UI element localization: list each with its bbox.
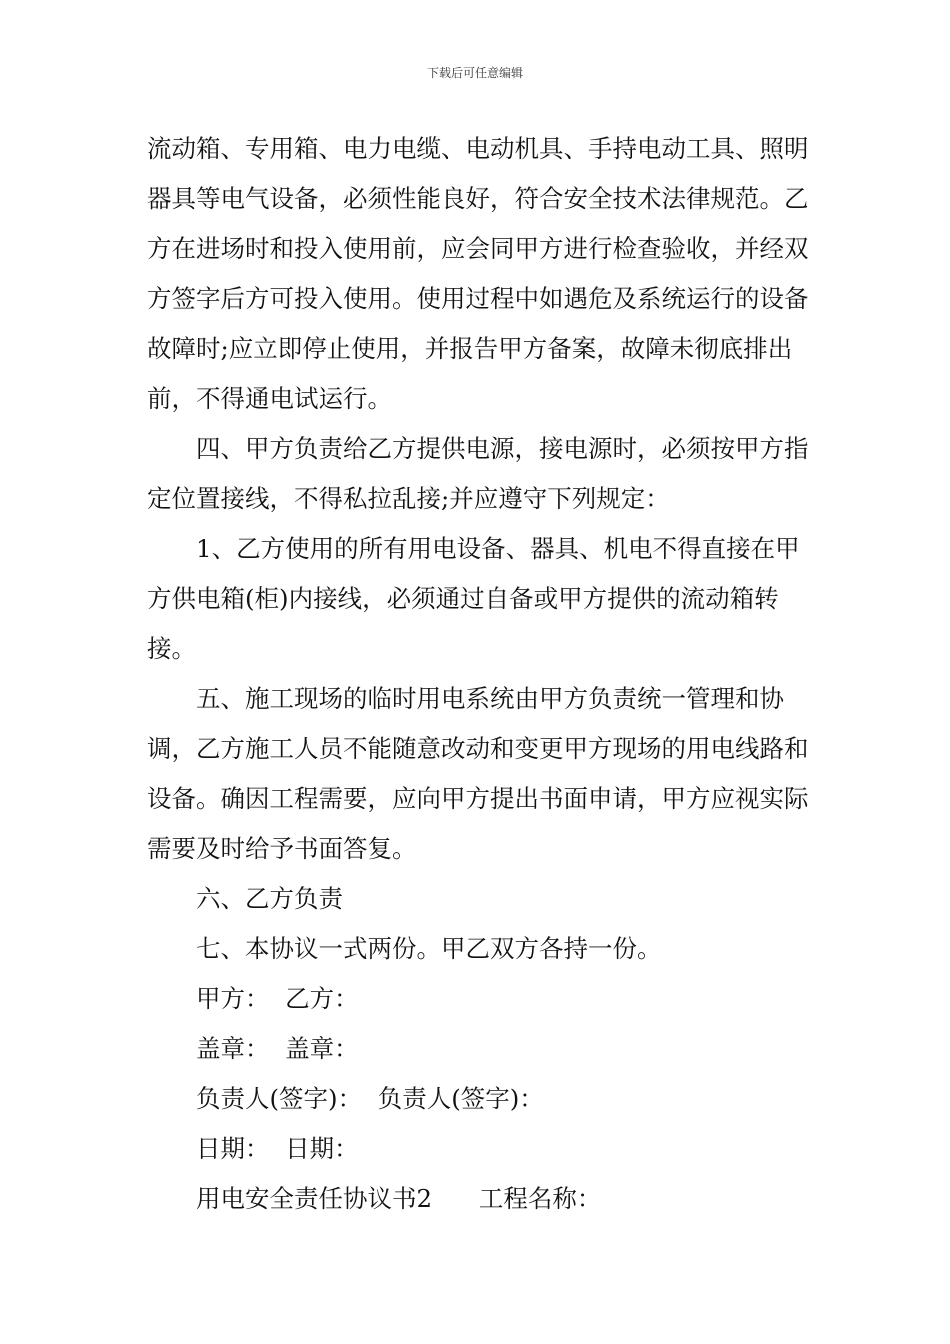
next-agreement-title: 用电安全责任协议书2 工程名称： <box>196 1184 602 1213</box>
paragraph-clause-4: 四、甲方负责给乙方提供电源，接电源时，必须按甲方指定位置接线，不得私拉乱接;并应遵守下列规定： <box>147 434 809 513</box>
paragraph-clause-7: 七、本协议一式两份。甲乙双方各持一份。 <box>196 934 662 963</box>
signature-date-line: 日期： 日期： <box>196 1134 359 1163</box>
signature-party-line: 甲方： 乙方： <box>196 984 359 1013</box>
signature-person-line: 负责人(签字)： 负责人(签字)： <box>196 1084 544 1113</box>
document-body <box>147 124 817 1224</box>
paragraph-clause-6: 六、乙方负责 <box>196 884 343 913</box>
paragraph-equipment: 流动箱、专用箱、电力电缆、电动机具、手持电动工具、照明器具等电气设备，必须性能良好，符合安全技术法律规范。乙方在进场时和投入使用前，应会同甲方进行检查验收，并经双方签字后方可投入使用。使用过程中如遇危及系统运行的设备故障时;应立即停止使用，并报告甲方备案，故障未彻底排出前，不得通电试运行。 <box>147 134 809 413</box>
paragraph-clause-4-1: 1、乙方使用的所有用电设备、器具、机电不得直接在甲方供电箱(柜)内接线，必须通过自备或甲方提供的流动箱转接。 <box>147 534 800 663</box>
paragraph-clause-5: 五、施工现场的临时用电系统由甲方负责统一管理和协调，乙方施工人员不能随意改动和变更甲方现场的用电线路和设备。确因工程需要，应向甲方提出书面申请，甲方应视实际需要及时给予书面答复。 <box>147 684 809 863</box>
page-header: 下载后可任意编辑 <box>426 66 523 80</box>
signature-seal-line: 盖章： 盖章： <box>196 1034 359 1063</box>
